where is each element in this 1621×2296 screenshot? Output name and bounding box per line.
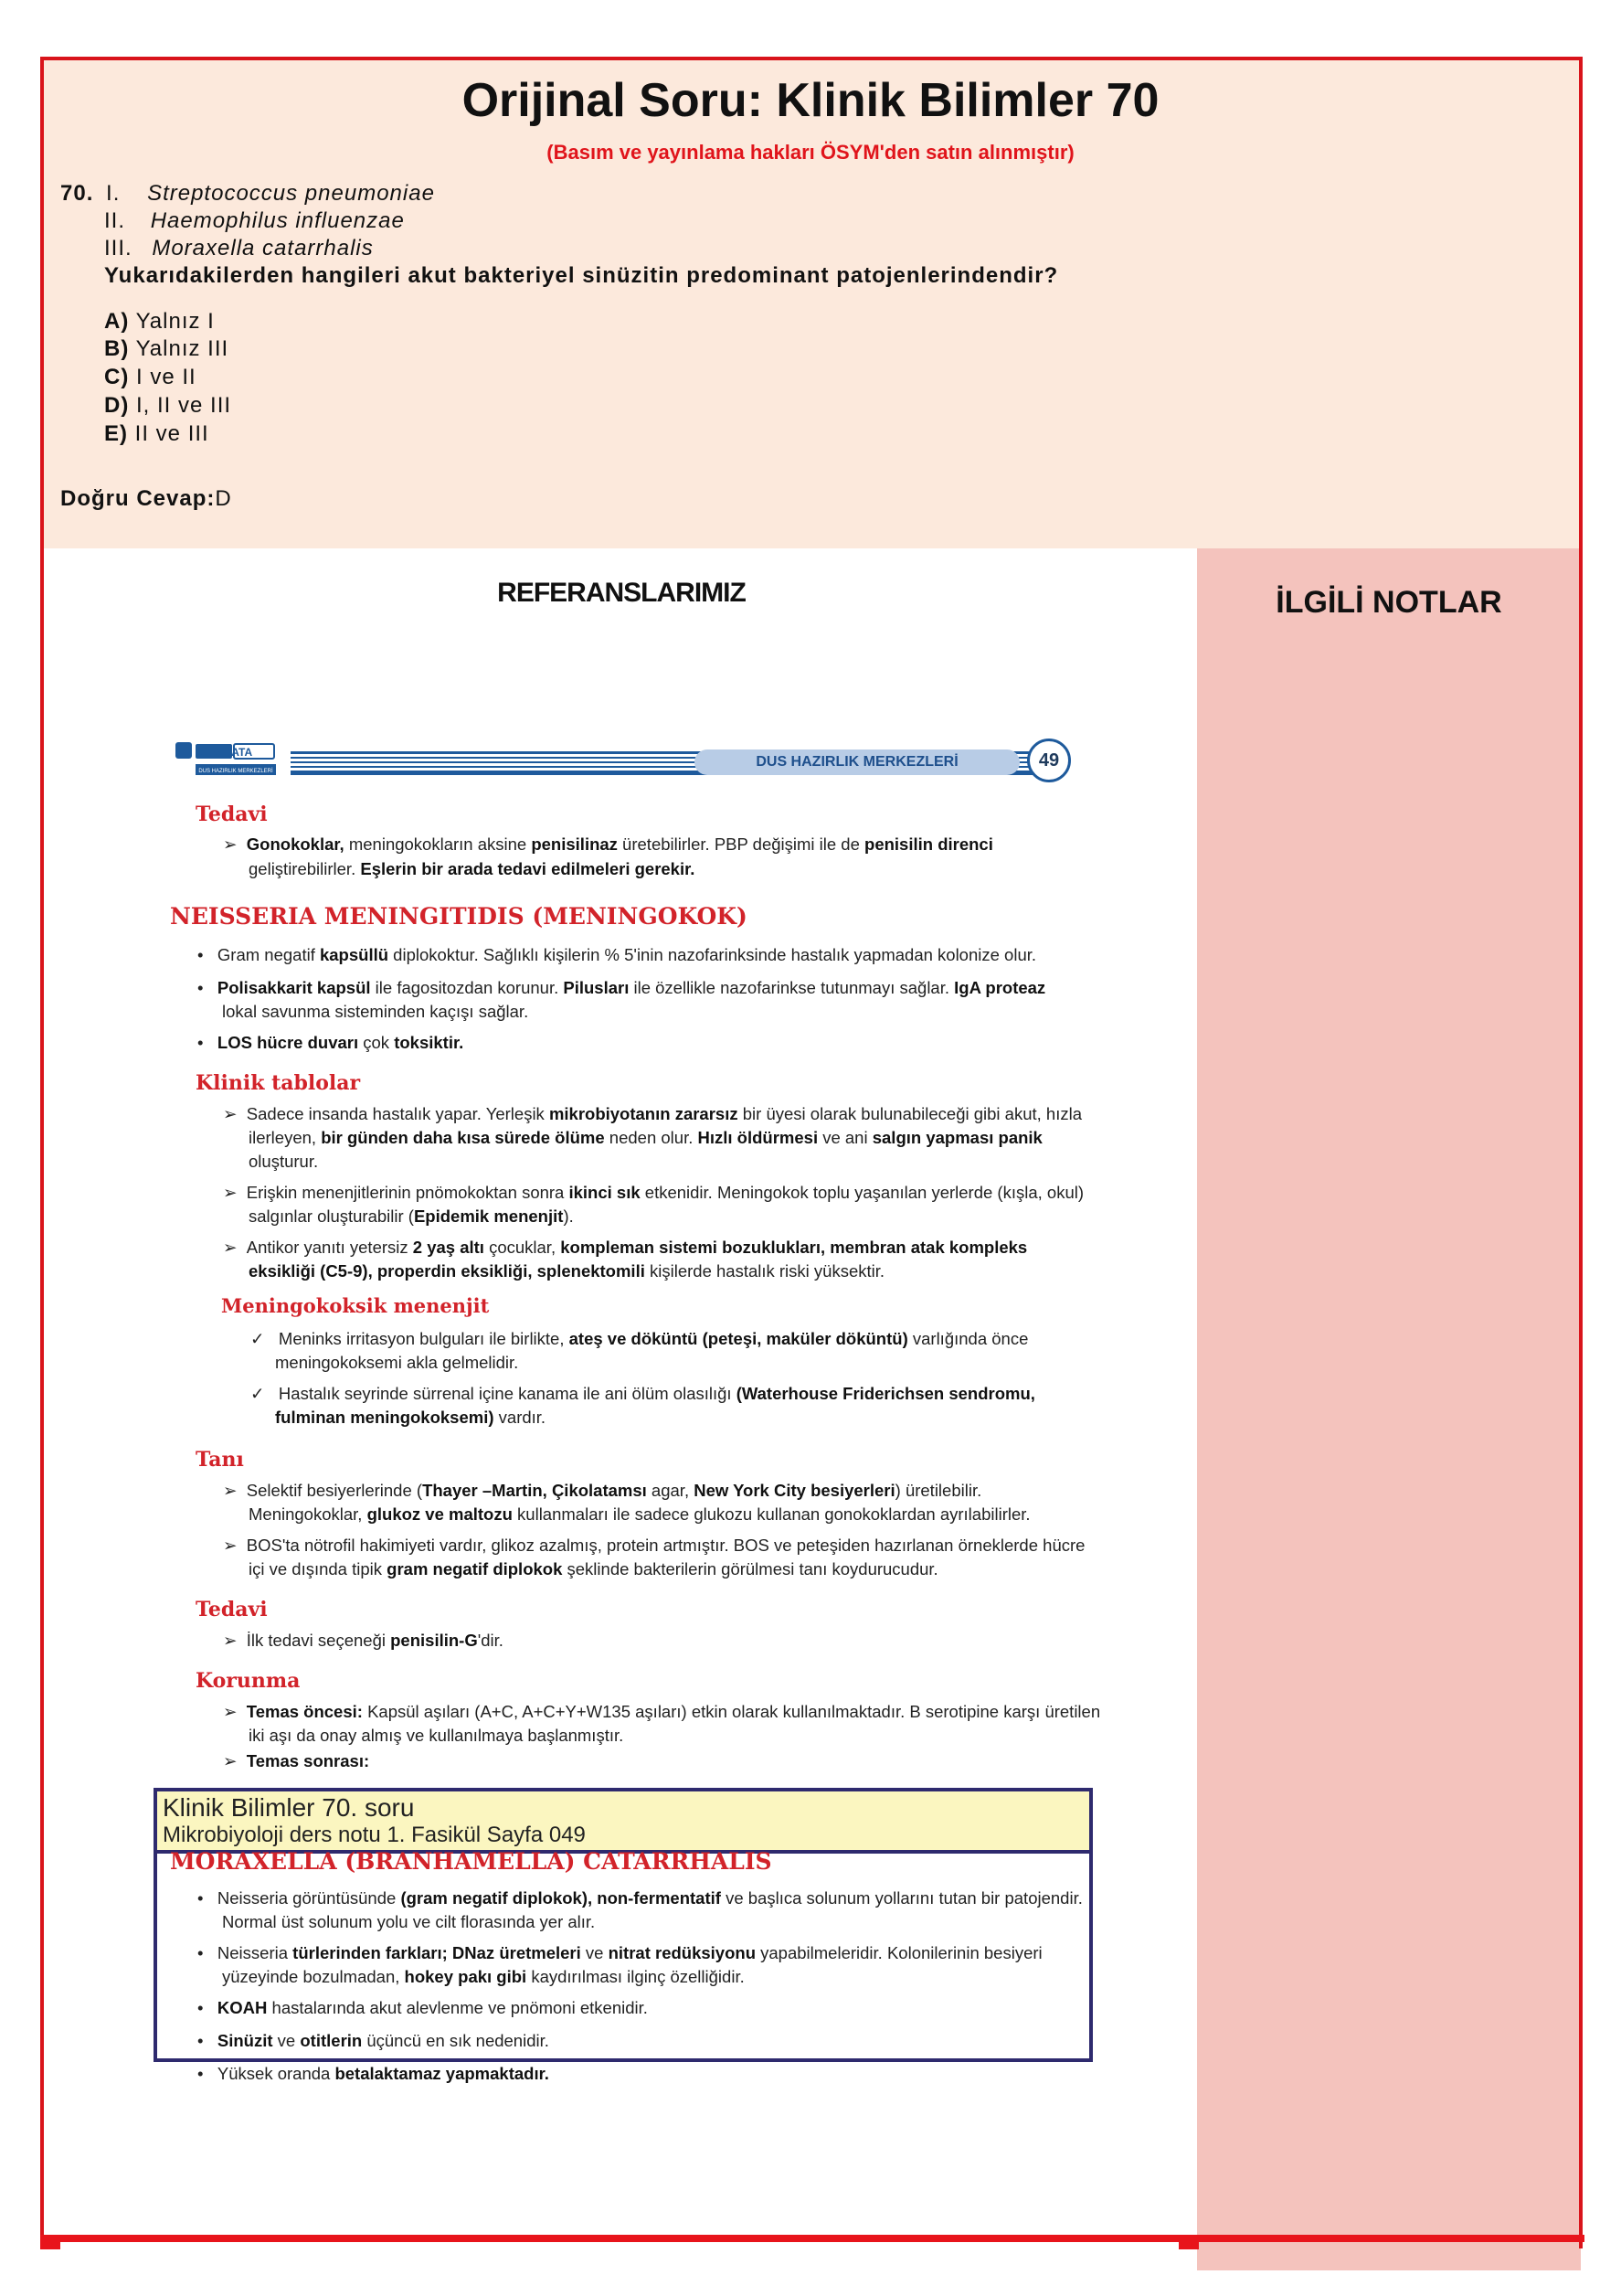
heading-neisseria-meningitidis: NEISSERIA MENINGITIDIS (MENINGOKOK) xyxy=(170,903,747,930)
text-line: ilerleyen, bir günden daha kısa sürede ölüme neden olur. Hızlı öldürmesi ve ani salgın yapması panik xyxy=(249,1128,1043,1147)
heading-meningokoksik-menenjit: Meningokoksik menenjit xyxy=(221,1294,490,1317)
list-item: • Polisakkarit kapsül ile fagositozdan korunur. Pilusları ile özellikle nazofarinkse tutunmayı sağlar. IgA proteaz xyxy=(197,978,1046,997)
option-text: I ve II xyxy=(136,365,196,389)
logo-subtext: DUS HAZIRLIK MERKEZLERİ xyxy=(198,769,273,774)
text-line: yüzeyinde bozulmadan, hokey pakı gibi kaydırılması ilginç özelliğidir. xyxy=(222,1967,745,1986)
list-item: • Neisseria türlerinden farkları; DNaz üretmeleri ve nitrat redüksiyonu yapabilmeleridir. Kolonilerinin besiyeri xyxy=(197,1943,1043,1962)
question-item-2 xyxy=(104,208,405,234)
logo-text: DUS DATA xyxy=(196,746,253,759)
dus-data-logo xyxy=(172,739,280,784)
heading-moraxella: MORAXELLA (BRANHAMELLA) CATARRHALIS xyxy=(170,1848,772,1875)
text-line: eksikliği (C5-9), properdin eksikliği, splenektomili kişilerde hastalık riski yüksektir. xyxy=(249,1261,885,1281)
page-title: Orijinal Soru: Klinik Bilimler 70 xyxy=(461,74,1160,127)
heading-klinik-tablolar: Klinik tablolar xyxy=(196,1071,361,1095)
text-line: ➢ Sadece insanda hastalık yapar. Yerleşik mikrobiyotanın zararsız bir üyesi olarak bulunabileceği gibi akut, hızla xyxy=(223,1104,1082,1123)
item-roman: III. xyxy=(104,236,132,260)
text-line: oluşturur. xyxy=(249,1152,319,1171)
answer-label: Doğru Cevap: xyxy=(60,486,216,511)
bottom-tick-left xyxy=(40,2235,60,2249)
heading-tani: Tanı xyxy=(196,1448,244,1472)
references-title: REFERANSLARIMIZ xyxy=(497,578,746,608)
text-line: ➢ İlk tedavi seçeneği penisilin-G'dir. xyxy=(223,1631,503,1650)
bottom-rule xyxy=(40,2235,1584,2242)
list-item: • LOS hücre duvarı çok toksiktir. xyxy=(197,1033,464,1052)
option-text: II ve III xyxy=(134,421,209,446)
correct-answer xyxy=(60,486,232,512)
question-item-1 xyxy=(60,181,435,207)
text-line: ➢ Gonokoklar, meningokokların aksine penisilinaz üretebilirler. PBP değişimi ile de penisilin direnci xyxy=(223,834,993,854)
banner-label: DUS HAZIRLIK MERKEZLERİ xyxy=(694,749,1020,775)
answer-value: D xyxy=(215,486,232,511)
text-line: ➢ BOS'ta nötrofil hakimiyeti vardır, glikoz azalmış, protein artmıştır. BOS ve peteşiden hazırlanan örneklerde hücre xyxy=(223,1536,1086,1555)
option-d[interactable] xyxy=(104,393,231,419)
copyright-note: (Basım ve yayınlama hakları ÖSYM'den satın alınmıştır) xyxy=(546,141,1075,164)
item-text: Haemophilus influenzae xyxy=(150,208,405,233)
question-number: 70. xyxy=(60,181,94,206)
text-line: Meningokoklar, glukoz ve maltozu kullanmaları ile sadece glukozu kullanan gonokoklardan ayrılabilirler. xyxy=(249,1504,1031,1524)
option-a[interactable] xyxy=(104,309,215,335)
text-line: fulminan meningokoksemi) vardır. xyxy=(275,1408,546,1427)
text-line: salgınlar oluşturabilir (Epidemik menenjit). xyxy=(249,1206,574,1226)
bottom-tick-right xyxy=(1179,2235,1199,2249)
heading-korunma: Korunma xyxy=(196,1669,301,1693)
text-line: geliştirebilirler. Eşlerin bir arada tedavi edilmeleri gerekir. xyxy=(249,859,695,878)
option-letter: D) xyxy=(104,393,130,418)
item-roman: I. xyxy=(106,181,121,206)
text-line: ➢ Erişkin menenjitlerinin pnömokoktan sonra ikinci sık etkenidir. Meningokok toplu yaşanılan yerlerde (kışla, okul) xyxy=(223,1183,1085,1202)
notes-title: İLGİLİ NOTLAR xyxy=(1276,585,1502,620)
option-letter: C) xyxy=(104,365,130,389)
item-text: Streptococcus pneumoniae xyxy=(147,181,435,206)
option-text: Yalnız I xyxy=(135,309,215,334)
text-line: ➢ Temas sonrası: xyxy=(223,1751,370,1770)
text-line: içi ve dışında tipik gram negatif diplokok şeklinde bakterilerin görülmesi tanı koydurucudur. xyxy=(249,1559,938,1578)
option-text: Yalnız III xyxy=(135,336,229,361)
text-line: ✓ Hastalık seyrinde sürrenal içine kanama ile ani ölüm olasılığı (Waterhouse Friderichsen sendromu, xyxy=(250,1384,1035,1403)
page-number: 49 xyxy=(1027,739,1071,782)
list-item: • Yüksek oranda betalaktamaz yapmaktadır. xyxy=(197,2064,549,2083)
option-letter: E) xyxy=(104,421,128,446)
option-c[interactable] xyxy=(104,365,196,390)
list-item: • Neisseria görüntüsünde (gram negatif diplokok), non-fermentatif ve başlıca solunum yollarını tutan bir patojendir. xyxy=(197,1888,1083,1908)
callout-question-ref: Klinik Bilimler 70. soru xyxy=(163,1793,415,1822)
heading-tedavi: Tedavi xyxy=(196,803,268,826)
text-line: ➢ Antikor yanıtı yetersiz 2 yaş altı çocuklar, kompleman sistemi bozuklukları, membran atak kompleks xyxy=(223,1238,1028,1257)
question-stem: Yukarıdakilerden hangileri akut bakteriyel sinüzitin predominant patojenlerindendir? xyxy=(104,263,1059,288)
option-b[interactable] xyxy=(104,336,228,362)
heading-tedavi-2: Tedavi xyxy=(196,1598,268,1621)
text-line: Normal üst solunum yolu ve cilt florasında yer alır. xyxy=(222,1912,596,1931)
item-text: Moraxella catarrhalis xyxy=(152,236,374,260)
option-letter: A) xyxy=(104,309,130,334)
callout-source-ref: Mikrobiyoloji ders notu 1. Fasikül Sayfa 049 xyxy=(163,1823,586,1847)
option-e[interactable] xyxy=(104,421,209,447)
option-letter: B) xyxy=(104,336,130,361)
question-item-3 xyxy=(104,236,374,261)
list-item: • Gram negatif kapsüllü diplokoktur. Sağlıklı kişilerin % 5'inin nazofarinksinde hastalık yapmadan kolonize olur. xyxy=(197,945,1037,964)
text-line: iki aşı da onay almış ve kullanılmaya başlanmıştır. xyxy=(249,1726,624,1745)
text-line: ➢ Selektif besiyerlerinde (Thayer –Martin, Çikolatamsı agar, New York City besiyerleri) üretilebilir. xyxy=(223,1481,982,1500)
text-line: meningokoksemi akla gelmelidir. xyxy=(275,1353,519,1372)
list-item: • KOAH hastalarında akut alevlenme ve pnömoni etkenidir. xyxy=(197,1998,648,2017)
list-item: • Sinüzit ve otitlerin üçüncü en sık nedenidir. xyxy=(197,2031,549,2050)
item-roman: II. xyxy=(104,208,126,233)
text-line: ✓ Meninks irritasyon bulguları ile birlikte, ateş ve döküntü (peteşi, maküler döküntü) varlığında önce xyxy=(250,1329,1029,1348)
text-line: lokal savunma sisteminden kaçışı sağlar. xyxy=(222,1002,529,1021)
option-text: I, II ve III xyxy=(136,393,232,418)
text-line: ➢ Temas öncesi: Kapsül aşıları (A+C, A+C+Y+W135 aşıları) etkin olarak kullanılmaktadır. B serotipine karşı üretilen xyxy=(223,1702,1101,1721)
